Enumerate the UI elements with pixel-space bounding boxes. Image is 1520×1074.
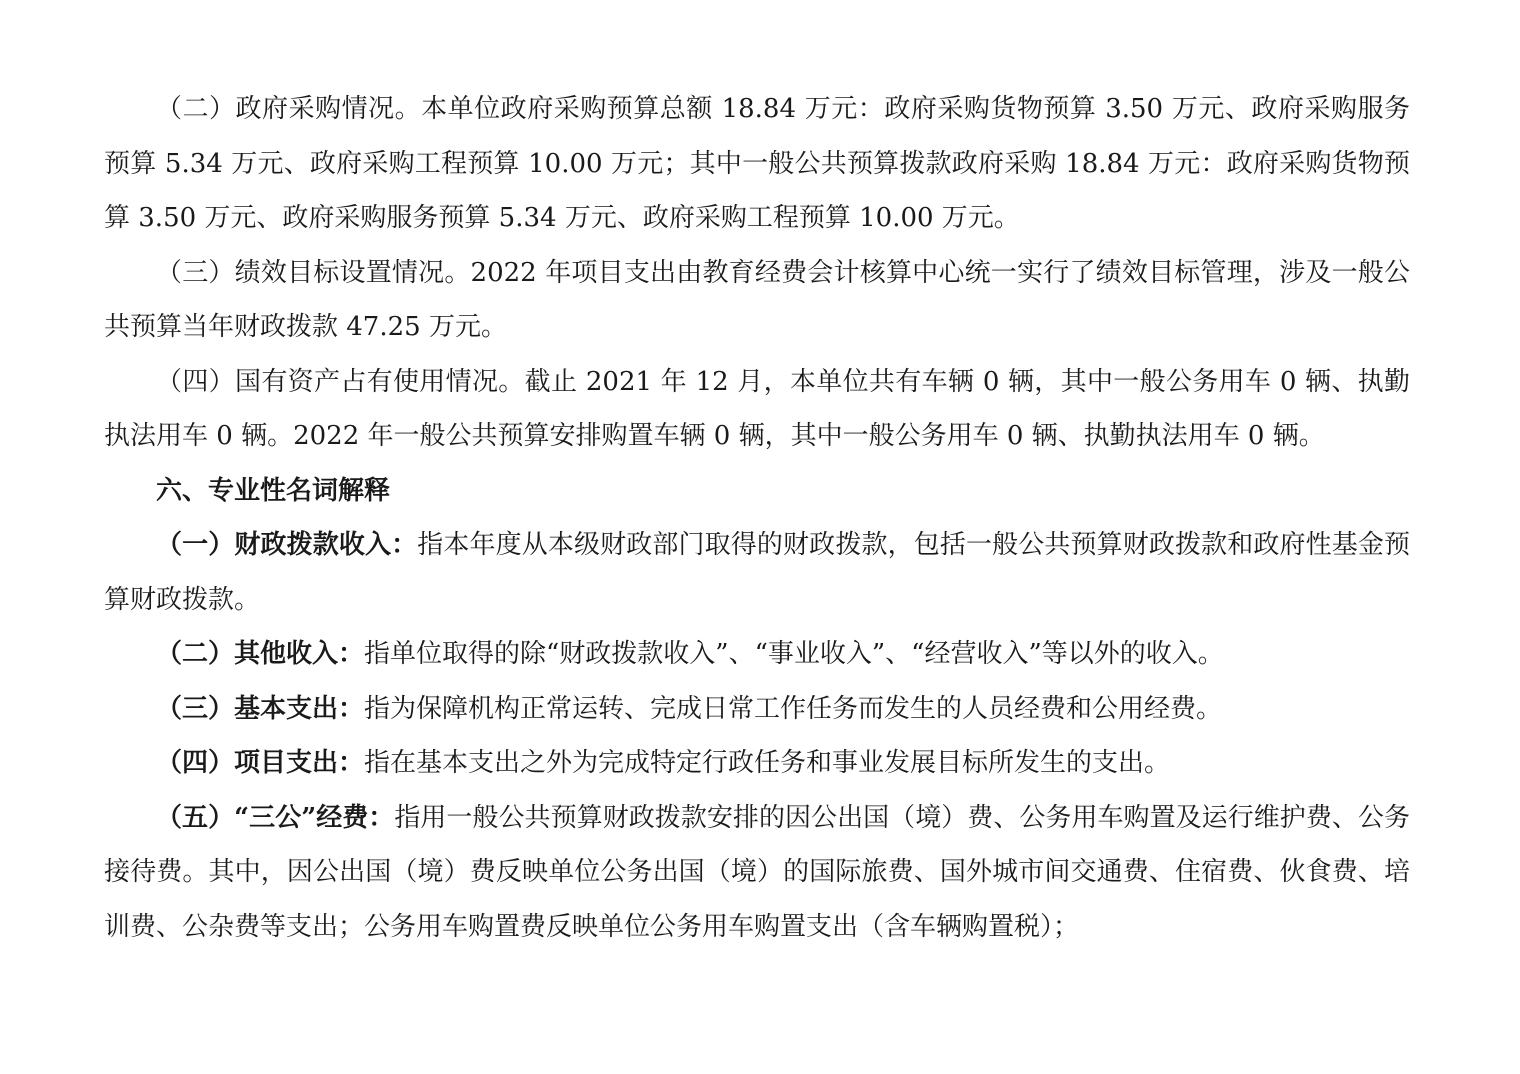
document-body [104,82,1410,954]
definition-text: 指单位取得的除“财政拨款收入”、“事业收入”、“经营收入”等以外的收入。 [364,639,1224,669]
section-heading-terms: 六、专业性名词解释 [156,475,391,506]
paragraph-performance-targets: （三）绩效目标设置情况。2022 年项目支出由教育经费会计核算中心统一实行了绩效目标管理，涉及一般公共预算当年财政拨款 47.25 万元。 [104,257,1410,342]
definition-basic-expenditure [104,682,1410,737]
definition-term: （二）其他收入： [156,639,365,669]
definition-three-public-expenses [104,791,1410,955]
definition-project-expenditure [104,736,1410,791]
paragraph-state-assets: （四）国有资产占有使用情况。截止 2021 年 12 月，本单位共有车辆 0 辆，其中一般公务用车 0 辆、执勤执法用车 0 辆。2022 年一般公共预算安排购置车辆 0 辆，其中一般公务用车 0 辆、执勤执法用车 0 辆。 [104,366,1410,451]
definition-text: 指用一般公共预算财政拨款安排的因公出国（境）费、公务用车购置及运行维护费、公务接待费。其中，因公出国（境）费反映单位公务出国（境）的国际旅费、国外城市间交通费、住宿费、伙食费、培训费、公杂费等支出；公务用车购置费反映单位公务用车购置支出（含车辆购置税）； [104,802,1410,942]
definition-term: （一）财政拨款收入： [156,530,418,560]
definition-text: 指为保障机构正常运转、完成日常工作任务而发生的人员经费和公用经费。 [364,693,1223,724]
definition-fiscal-appropriation-income [104,518,1410,627]
definition-text: 指本年度从本级财政部门取得的财政拨款，包括一般公共预算财政拨款和政府性基金预算财政拨款。 [104,530,1410,615]
paragraph-government-procurement: （二）政府采购情况。本单位政府采购预算总额 18.84 万元：政府采购货物预算 3.50 万元、政府采购服务预算 5.34 万元、政府采购工程预算 10.00 万元；其中一般公共预算拨款政府采购 18.84 万元：政府采购货物预算 3.50 万元、政府采购服务预算 5.34 万元、政府采购工程预算 10.00 万元。 [104,94,1410,233]
definition-term: （五）“三公”经费： [156,802,395,833]
definition-text: 指在基本支出之外为完成特定行政任务和事业发展目标所发生的支出。 [364,748,1171,778]
definition-term: （四）项目支出： [156,748,365,778]
definition-term: （三）基本支出： [156,693,365,724]
definition-other-income [104,627,1410,682]
